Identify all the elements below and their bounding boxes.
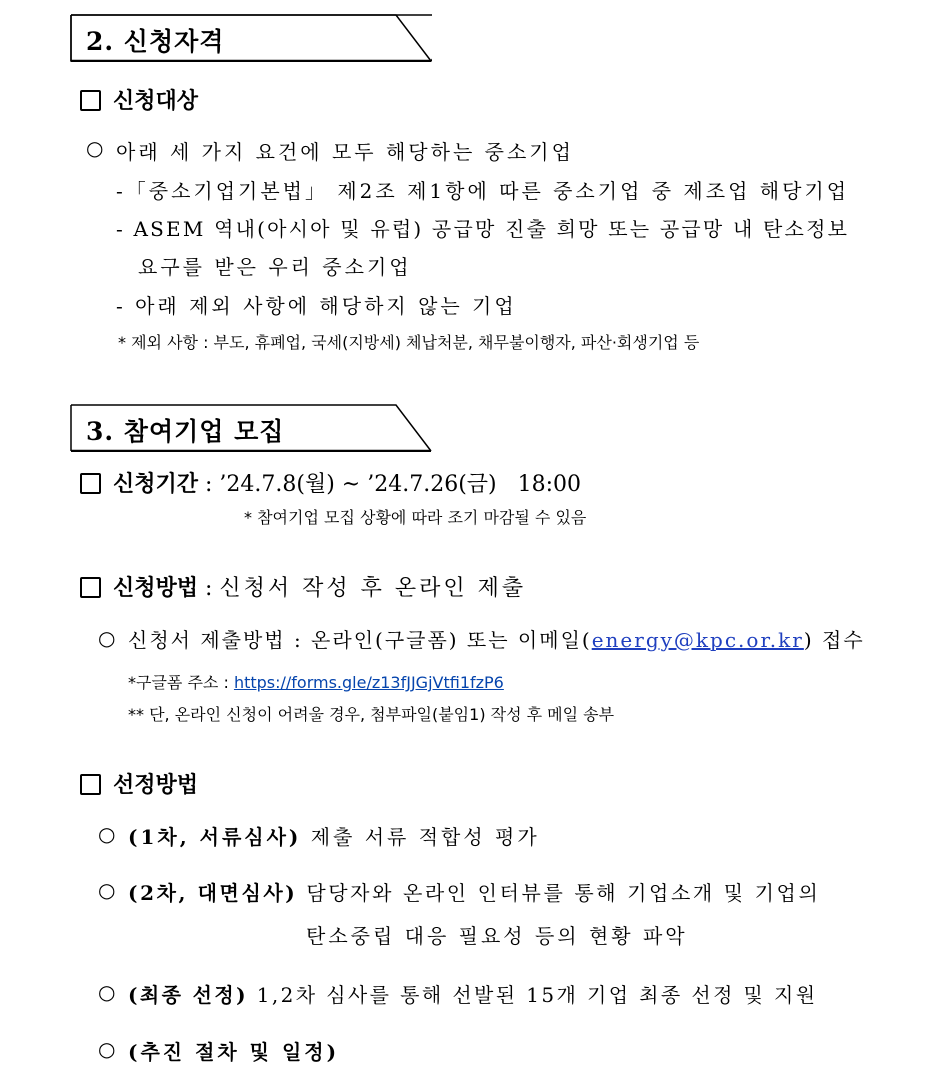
period-separator: : [198,472,220,497]
step-2-label: (2차, 대면심사) [128,881,298,905]
form-address-label: *구글폼 주소 : [128,673,234,692]
method-value: 신청서 작성 후 온라인 제출 [219,576,527,601]
checkbox-square-icon [80,473,101,494]
step-1-label: (1차, 서류심사) [128,825,302,849]
method-heading: 신청방법 [113,575,199,601]
period-heading: 신청기간 [113,471,199,497]
bullet-circle-icon: ○ [98,980,116,1004]
checkbox-square-icon [80,90,101,111]
method-row [80,571,526,602]
section-2-title: 2. 신청자격 [86,27,225,56]
selection-step-2 [128,877,820,906]
selection-step-3 [128,979,817,1008]
bullet-circle-icon: ○ [98,626,116,650]
bullet-circle-icon: ○ [86,136,104,160]
offline-note: ** 단, 온라인 신청이 어려울 경우, 첨부파일(붙임1) 작성 후 메일 송부 [128,705,615,724]
step-2-text-line2: 탄소중립 대응 필요성 등의 현황 파악 [306,924,688,948]
step-2-text-line1: 담당자와 온라인 인터뷰를 통해 기업소개 및 기업의 [297,881,821,905]
requirement-2-line2: 요구를 받은 우리 중소기업 [138,255,412,279]
google-form-link[interactable]: https://forms.gle/z13fJJGjVtfi1fzP6 [233,673,504,692]
bullet-circle-icon: ○ [98,822,116,846]
checkbox-square-icon [80,577,101,598]
step-3-text: 1,2차 심사를 통해 선발된 15개 기업 최종 선정 및 지원 [247,983,818,1007]
target-heading-row [80,84,198,115]
main-requirement: 아래 세 가지 요건에 모두 해당하는 중소기업 [116,140,574,164]
selection-heading-row [80,768,198,799]
step-4-label: (추진 절차 및 일정) [128,1040,340,1064]
exclusion-note: * 제외 사항 : 부도, 휴폐업, 국세(지방세) 체납처분, 채무불이행자, 파산·회생기업 등 [118,333,700,352]
method-item [128,624,865,653]
period-note: * 참여기업 모집 상황에 따라 조기 마감될 수 있음 [244,508,587,527]
section-2-header [70,14,432,62]
period-row [80,467,581,498]
email-link[interactable]: energy@kpc.or.kr [591,628,804,652]
section-3-title: 3. 참여기업 모집 [86,417,285,446]
target-heading: 신청대상 [113,88,199,114]
bullet-circle-icon: ○ [98,878,116,902]
bullet-circle-icon: ○ [98,1037,116,1061]
requirement-1: -「중소기업기본법」 제2조 제1항에 따른 중소기업 중 제조업 해당기업 [116,179,850,203]
method-item-suffix: ) 접수 [803,628,865,652]
method-item-prefix: 신청서 제출방법 : 온라인(구글폼) 또는 이메일( [128,628,592,652]
step-1-text: 제출 서류 적합성 평가 [301,825,540,849]
step-3-label: (최종 선정) [128,983,248,1007]
section-3-header [70,404,432,452]
selection-step-4 [128,1036,339,1065]
method-separator: : [198,576,220,601]
form-address-row [128,670,504,693]
requirement-2-line1: - ASEM 역내(아시아 및 유럽) 공급망 진출 희망 또는 공급망 내 탄소정보 [116,217,850,241]
requirement-3: - 아래 제외 사항에 해당하지 않는 기업 [116,294,517,318]
selection-step-1 [128,821,540,850]
selection-heading: 선정방법 [113,772,199,798]
period-value: ’24.7.8(월) ~ ’24.7.26(금) 18:00 [219,472,581,497]
checkbox-square-icon [80,774,101,795]
